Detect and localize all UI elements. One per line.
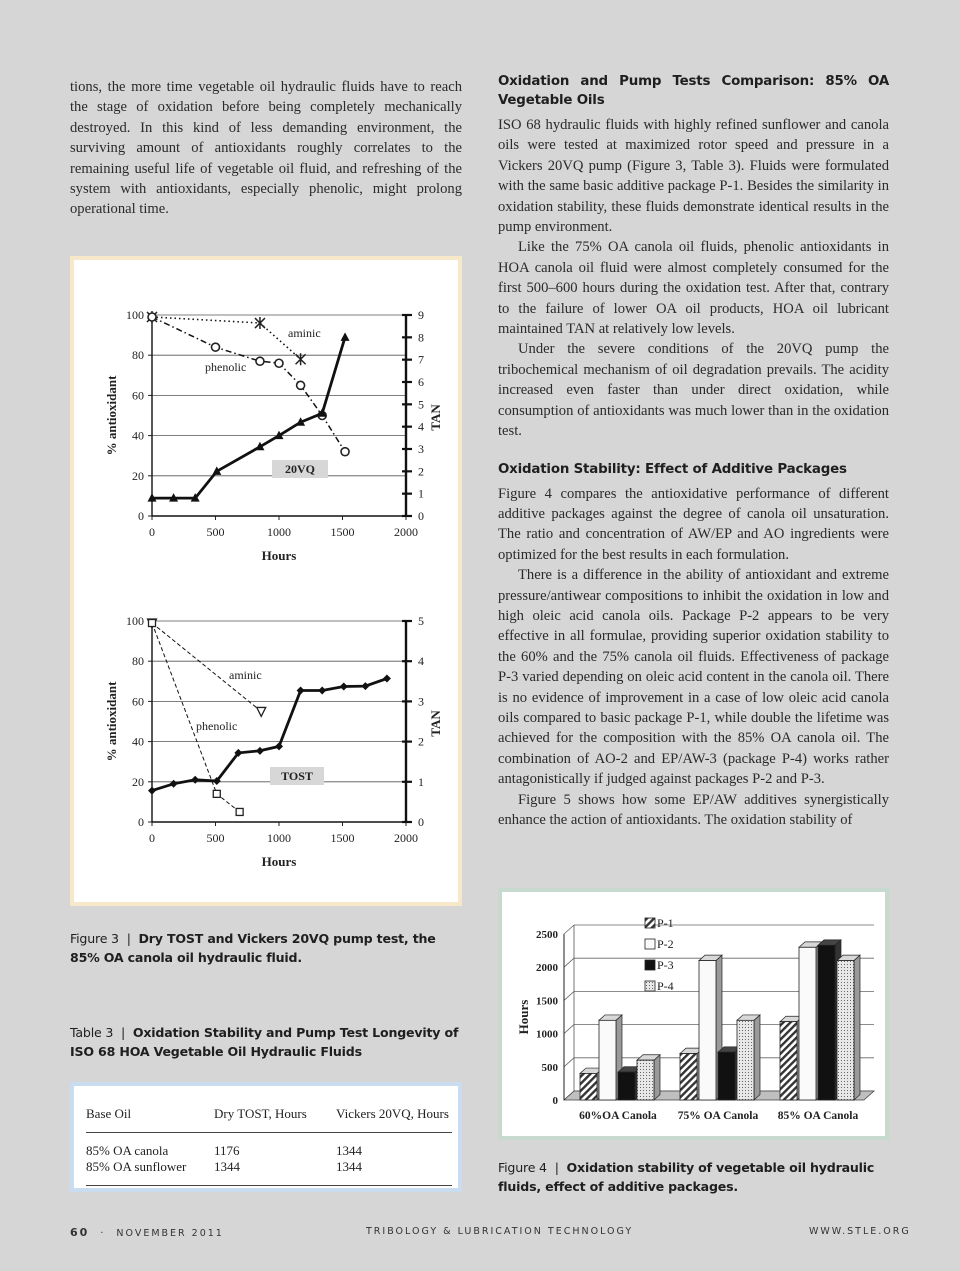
y-tick-label: 40: [132, 734, 144, 749]
legend-swatch-P-4: [645, 981, 655, 991]
table-3-caption-text: Oxidation Stability and Pump Test Longevity of ISO 68 HOA Vegetable Oil Hydraulic Fluids: [70, 1025, 459, 1059]
figure-4-box: [498, 888, 889, 1140]
data-point-TAN: [297, 687, 305, 695]
y-tick-label: 100: [126, 308, 144, 322]
bar-front: [599, 1020, 616, 1100]
y-tick-label: 2500: [536, 929, 558, 941]
y-axis-label: Hours: [516, 999, 531, 1035]
footer-left: [70, 1226, 224, 1239]
grid-depth-line: [564, 991, 574, 1000]
y-tick-label: 0: [552, 1095, 558, 1107]
footer-date: NOVEMBER 2011: [116, 1228, 224, 1239]
table-cell: 85% OA sunflower: [86, 1159, 187, 1174]
table-cell: 1344: [214, 1159, 240, 1174]
data-point-phenolic: [236, 808, 243, 815]
table-row: [86, 1133, 452, 1160]
data-point-phenolic: [148, 313, 156, 321]
bar-front: [780, 1022, 797, 1100]
x-tick-label: 0: [149, 831, 155, 845]
y-tick-label: 100: [126, 614, 144, 628]
legend-swatch-P-2: [645, 939, 655, 949]
y2-axis-label: TAN: [428, 710, 443, 737]
y2-tick-label: 0: [418, 815, 424, 829]
paragraph-pump-tests-1: ISO 68 hydraulic fluids with highly refined sunflower and canola oils were tested at maximized rotor speed and pressure in a Vickers 20VQ pump (Figure 3, Table 3). Fluids were formulated with the same basic additive package P-1. Besides the similarity in oxidation stability, these fluids demonstrate identical results in the pump environment.: [498, 117, 889, 236]
data-point-TAN: [191, 776, 199, 784]
left-paragraph-1: tions, the more time vegetable oil hydraulic fluids have to reach the stage of oxidation before being completely mechanically destroyed. In this kind of less demanding environment, the surviving amount of antioxidants roughly correlates to the remaining useful life of vegetable oil fluid, and refreshing of the system with antioxidants, especially phenolic, might prolong operational time.: [70, 79, 462, 218]
legend-label-P-1: P-1: [657, 916, 674, 930]
data-point-phenolic: [149, 620, 156, 627]
figure-3-caption-number: Figure 3: [70, 931, 119, 946]
x-category-label: 60%OA Canola: [579, 1110, 657, 1122]
data-point-TAN: [361, 682, 369, 690]
x-tick-label: 0: [149, 525, 155, 539]
y2-tick-label: 6: [418, 375, 424, 389]
grid-depth-line: [564, 925, 574, 934]
data-point-aminic: [296, 353, 306, 365]
data-point-aminic: [257, 707, 266, 716]
left-column-text: [70, 77, 462, 220]
data-point-TAN: [318, 687, 326, 695]
legend-label-P-2: P-2: [657, 937, 674, 951]
y-tick-label: 60: [132, 694, 144, 709]
chart-label: 20VQ: [285, 462, 315, 476]
table-3-caption-number: Table 3: [70, 1025, 114, 1040]
y-tick-label: 80: [132, 654, 144, 669]
bar-front: [637, 1060, 654, 1100]
bar-front: [699, 961, 716, 1100]
y2-axis-label: TAN: [428, 404, 443, 431]
y-tick-label: 60: [132, 388, 144, 403]
y2-tick-label: 1: [418, 486, 424, 501]
y2-tick-label: 5: [418, 614, 424, 628]
y2-tick-label: 2: [418, 464, 424, 479]
grid-depth-line: [564, 1058, 574, 1067]
bar-front: [618, 1072, 635, 1100]
chart-label: TOST: [281, 769, 313, 783]
x-tick-label: 500: [206, 831, 225, 845]
y2-tick-label: 9: [418, 308, 424, 322]
x-tick-label: 1000: [267, 525, 291, 539]
table-row: [86, 1159, 452, 1186]
figure-4-caption-separator: |: [554, 1160, 559, 1175]
y2-tick-label: 5: [418, 397, 424, 412]
figure-4-caption: [498, 1158, 893, 1196]
table-3-header-base-oil: Base Oil: [86, 1106, 132, 1121]
right-column-text: [498, 72, 889, 830]
legend-swatch-P-1: [645, 918, 655, 928]
bar-chart: [516, 916, 874, 1122]
line-chart-1: [104, 308, 443, 563]
figure-4-caption-text: Oxidation stability of vegetable oil hydraulic fluids, effect of additive packages.: [498, 1160, 875, 1194]
chart-legend: [645, 916, 674, 993]
bar-front: [718, 1052, 735, 1100]
data-point-TAN: [341, 332, 350, 341]
data-point-TAN: [275, 742, 283, 750]
legend-label-P-3: P-3: [657, 958, 674, 972]
bar-side: [754, 1015, 760, 1100]
data-point-phenolic: [341, 448, 349, 456]
table-3-header-vickers: Vickers 20VQ, Hours: [336, 1106, 449, 1121]
bar-front: [737, 1020, 754, 1100]
bar-front: [799, 947, 816, 1100]
data-point-phenolic: [212, 343, 220, 351]
footer-page-number: 60: [70, 1226, 90, 1239]
bar-side: [854, 955, 860, 1100]
section-heading-pump-tests: Oxidation and Pump Tests Comparison: 85% OA Vegetable Oils: [498, 74, 889, 108]
table-cell: 85% OA canola: [86, 1143, 169, 1158]
x-tick-label: 1500: [330, 525, 355, 539]
y-tick-label: 20: [132, 774, 144, 789]
series-line-TAN: [152, 679, 387, 791]
bar-front: [837, 961, 854, 1100]
y-tick-label: 80: [132, 348, 144, 363]
paragraph-pump-tests-3: Under the severe conditions of the 20VQ pump the tribochemical mechanism of oil degradation prevails. The acidity increased even faster than under direct oxidation, while consumption of antioxidants was much lower than in the oxidation test.: [498, 341, 889, 440]
y-tick-label: 1500: [536, 995, 558, 1008]
x-category-label: 75% OA Canola: [677, 1110, 759, 1122]
figure-4-chart: [502, 892, 885, 1136]
y-tick-label: 1000: [536, 1028, 558, 1041]
x-tick-label: 2000: [394, 831, 418, 845]
y-axis-label: % antioxidant: [104, 681, 119, 762]
table-3-caption: [70, 1023, 470, 1061]
bar-P-4: [637, 1055, 660, 1100]
y-tick-label: 500: [541, 1061, 558, 1074]
data-point-TAN: [340, 683, 348, 691]
table-cell: 1176: [214, 1143, 240, 1158]
data-point-TAN: [148, 787, 156, 795]
grid-depth-line: [564, 958, 574, 967]
annotation-aminic: aminic: [288, 326, 321, 340]
table-3: [86, 1106, 452, 1186]
chart-label-box: [270, 767, 324, 785]
paragraph-additive-1: Figure 4 compares the antioxidative performance of different additive packages against the degree of canola oil unsaturation. The ratio and concentration of AW/EP and AO ingredients were optimized for the best results in each formulation.: [498, 485, 889, 563]
data-point-phenolic: [275, 359, 283, 367]
table-cell: 1344: [336, 1159, 362, 1174]
figure-3-charts: [74, 260, 458, 902]
y2-tick-label: 3: [418, 694, 424, 709]
annotation-phenolic: phenolic: [205, 360, 247, 374]
y2-tick-label: 2: [418, 734, 424, 749]
y-tick-label: 40: [132, 428, 144, 443]
table-3-header-row: [86, 1106, 452, 1133]
table-3-caption-separator: |: [121, 1025, 126, 1040]
y-tick-label: 20: [132, 468, 144, 483]
bar-front: [580, 1073, 597, 1100]
annotation-phenolic: phenolic: [196, 719, 238, 733]
y2-tick-label: 3: [418, 442, 424, 456]
y2-tick-label: 1: [418, 774, 424, 789]
bar-front: [680, 1054, 697, 1100]
y-tick-label: 0: [138, 509, 144, 523]
data-point-phenolic: [256, 357, 264, 365]
table-3-box: [70, 1082, 462, 1192]
y2-tick-label: 4: [418, 419, 424, 434]
figure-3-caption-separator: |: [126, 931, 131, 946]
footer-dot: ·: [100, 1228, 106, 1239]
x-axis-label: Hours: [261, 854, 297, 869]
x-category-label: 85% OA Canola: [777, 1110, 859, 1122]
series-line-aminic: [152, 317, 301, 359]
footer-journal: TRIBOLOGY & LUBRICATION TECHNOLOGY: [366, 1226, 634, 1237]
table-3-header-dry-tost: Dry TOST, Hours: [214, 1106, 307, 1121]
figure-3-caption: [70, 929, 450, 967]
y2-tick-label: 0: [418, 509, 424, 523]
footer-website: WWW.STLE.ORG: [809, 1226, 911, 1237]
series-line-phenolic: [152, 623, 240, 812]
y2-tick-label: 7: [418, 352, 424, 367]
bar-side: [654, 1055, 660, 1100]
x-axis-label: Hours: [261, 548, 297, 563]
y-tick-label: 0: [138, 815, 144, 829]
x-tick-label: 2000: [394, 525, 418, 539]
x-tick-label: 1000: [267, 831, 291, 845]
legend-swatch-P-3: [645, 960, 655, 970]
section-heading-additive-packages: Oxidation Stability: Effect of Additive Packages: [498, 461, 847, 477]
table-cell: 1344: [336, 1143, 362, 1158]
data-point-TAN: [170, 780, 178, 788]
y2-tick-label: 8: [418, 330, 424, 345]
figure-3-box: [70, 256, 462, 906]
paragraph-additive-2: There is a difference in the ability of antioxidant and extreme pressure/antiwear compositions to inhibit the oxidation in low and high oleic acid canola oils. Package P-2 appears to be very effective in all formulae, providing superior oxidation stability to the 60% and the 75% canola oil fluids. Effectiveness of package P-3 varied depending on oleic acid content in the canola oil. There is no evidence of improvement in a case of low oleic acid canola oils compared to basic package P-1, while double the lifetime was achieved for the composition with the 85% OA canola oil. The combination of AO-2 and EP/AW-3 (package P-4) works rather antagonistically if judged against packages P-2 and P-3.: [498, 567, 889, 788]
paragraph-additive-3: Figure 5 shows how some EP/AW additives synergistically enhance the action of antioxidants. The oxidation stability of: [498, 791, 889, 828]
bar-P-4: [737, 1015, 760, 1100]
figure-4-caption-number: Figure 4: [498, 1160, 547, 1175]
line-chart-2: [104, 614, 443, 869]
data-point-phenolic: [213, 790, 220, 797]
figure-3-caption-text: Dry TOST and Vickers 20VQ pump test, the 85% OA canola oil hydraulic fluid.: [70, 931, 436, 965]
y-tick-label: 2000: [536, 962, 558, 975]
x-tick-label: 1500: [330, 831, 355, 845]
y2-tick-label: 4: [418, 654, 424, 669]
legend-label-P-4: P-4: [657, 979, 674, 993]
data-point-TAN: [256, 747, 264, 755]
y-axis-label: % antioxidant: [104, 375, 119, 456]
bar-P-4: [837, 955, 860, 1100]
bar-front: [818, 945, 835, 1100]
data-point-phenolic: [297, 381, 305, 389]
data-point-TAN: [383, 674, 391, 682]
grid-depth-line: [564, 1025, 574, 1034]
x-tick-label: 500: [206, 525, 225, 539]
chart-label-box: [272, 460, 328, 478]
paragraph-pump-tests-2: Like the 75% OA canola oil fluids, phenolic antioxidants in HOA canola oil fluid were almost completely consumed for the first 500–600 hours during the oxidation test. After that, contrary to the failure of lower OA oil products, HOA oil lubricant maintained TAN at relatively low levels.: [498, 239, 889, 338]
annotation-aminic: aminic: [229, 668, 262, 682]
